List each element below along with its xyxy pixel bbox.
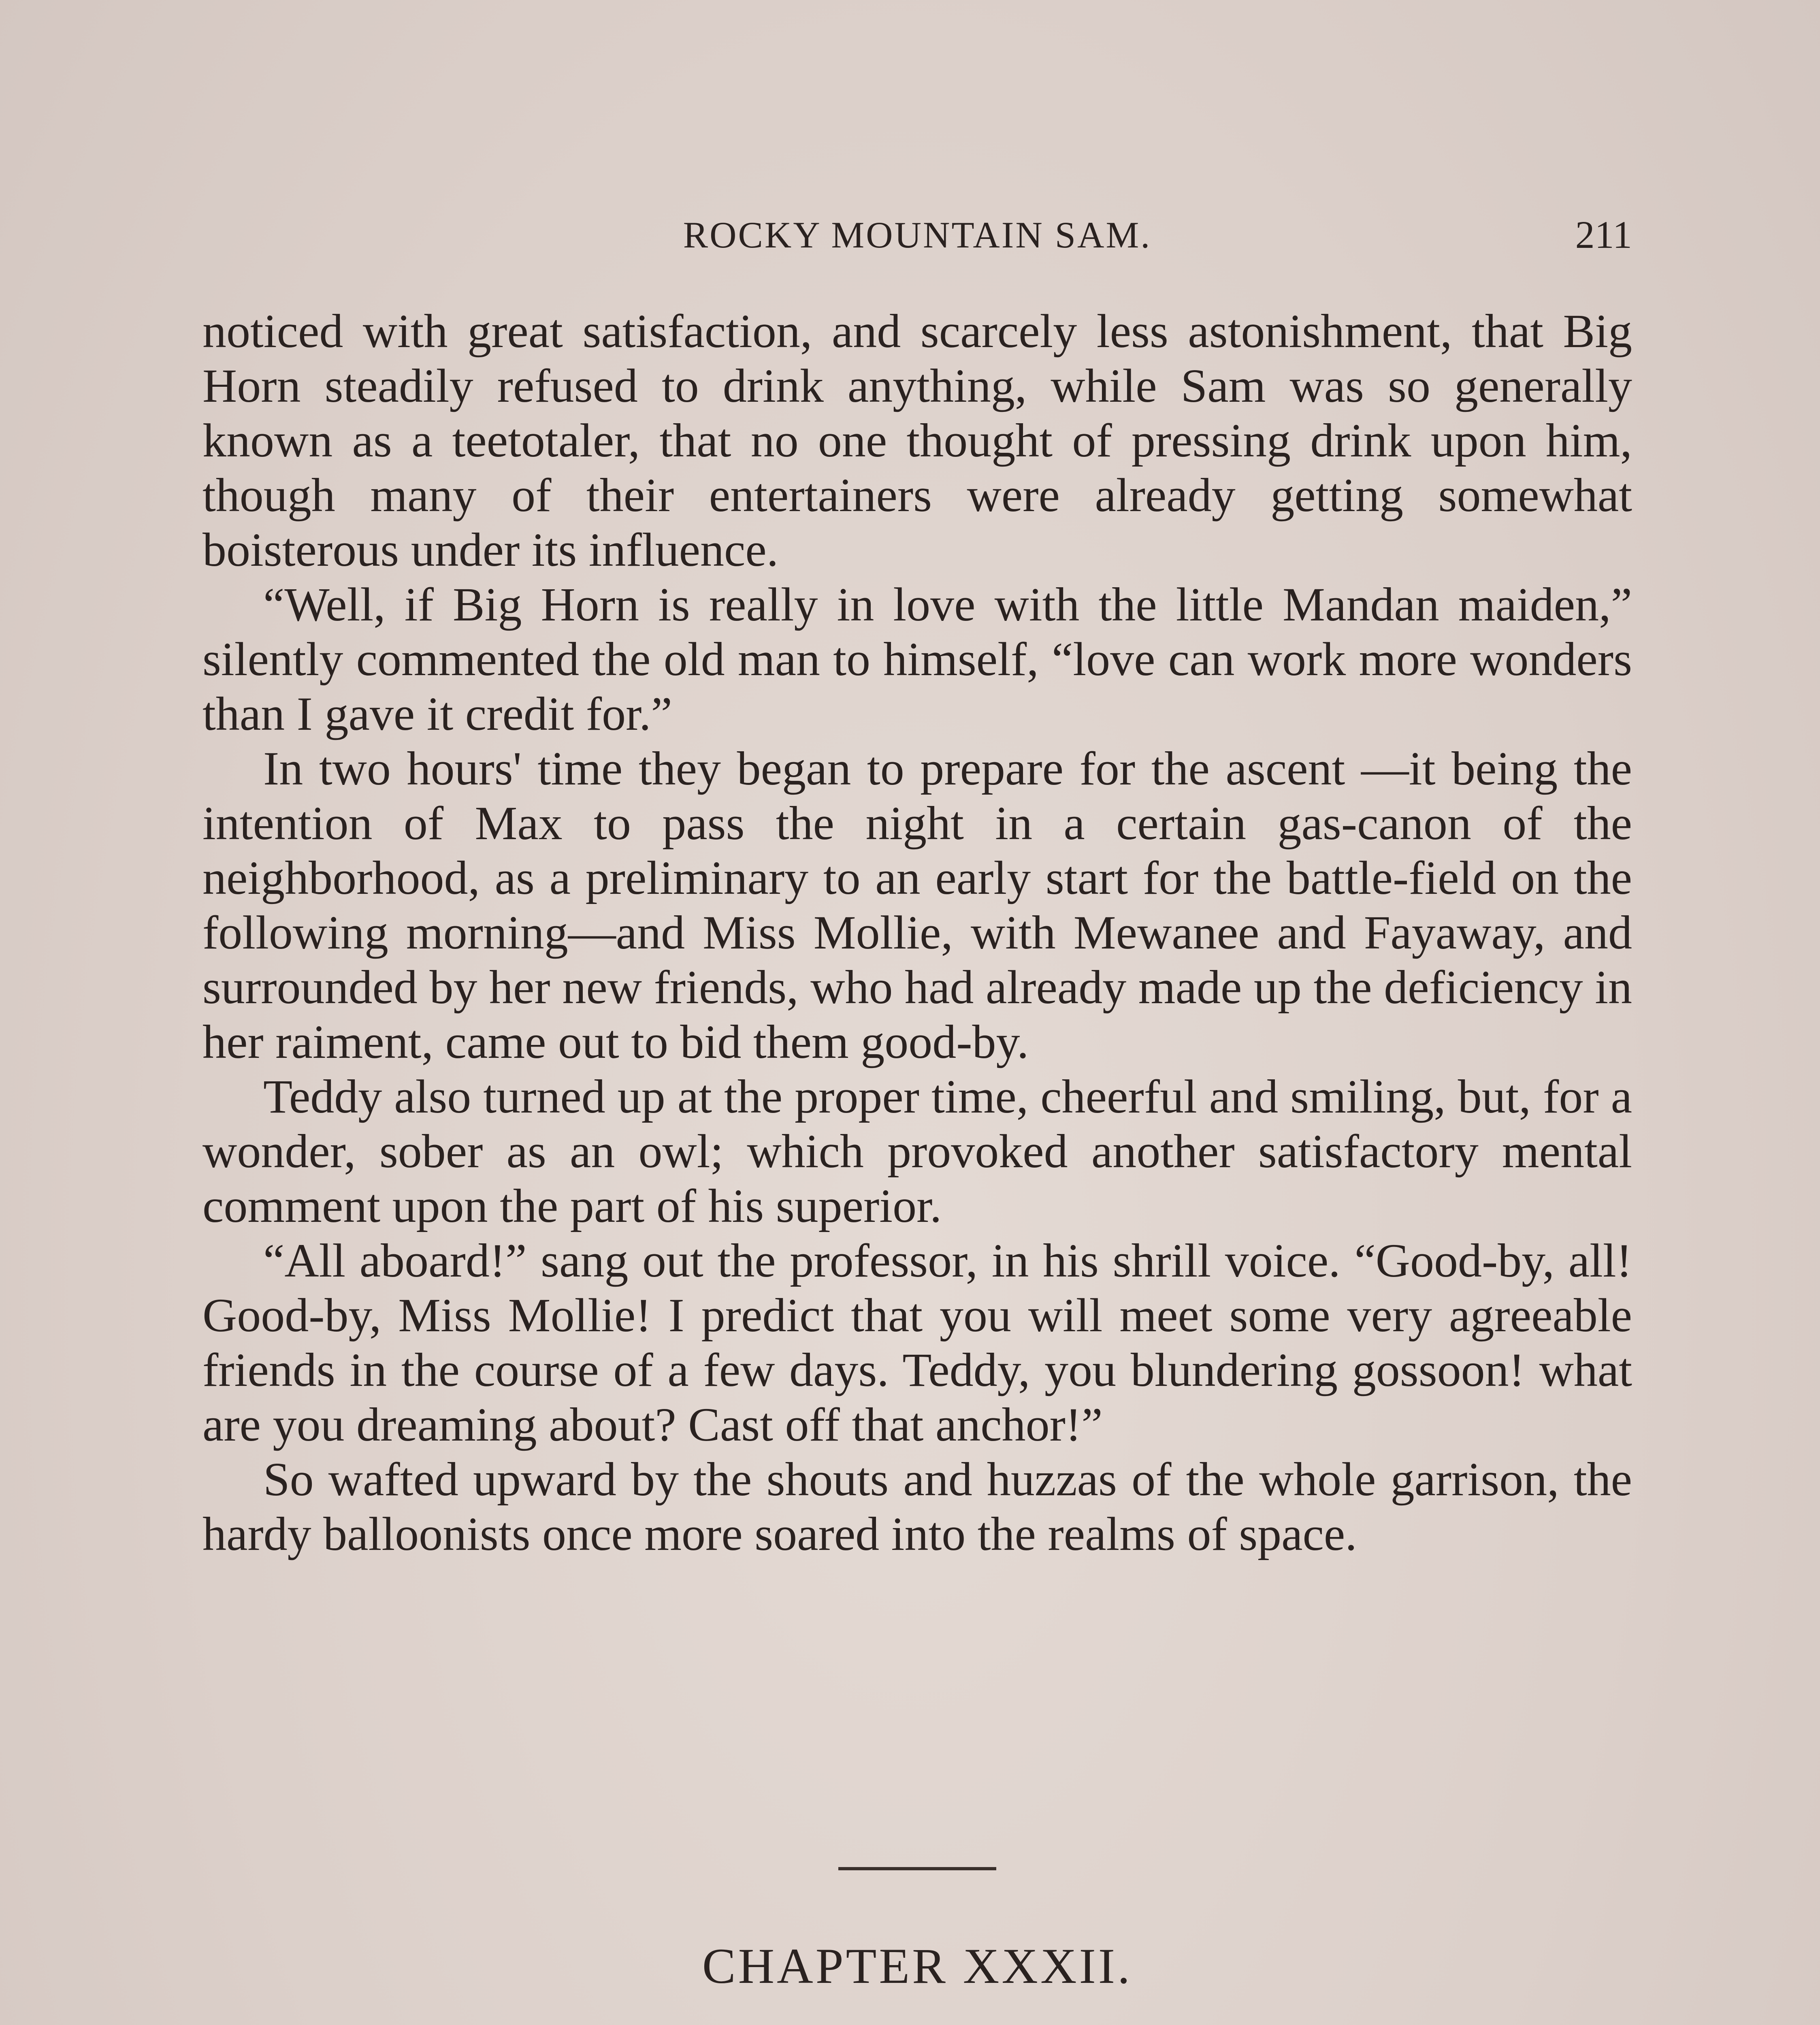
running-title: ROCKY MOUNTAIN SAM. [683,214,1152,256]
paragraph: “Well, if Big Horn is really in love with the little Mandan maiden,” silently commented the old man to himself, “love can work more wonders than I gave it credit for.” [202,578,1632,740]
paragraph: Teddy also turned up at the proper time, cheerful and smiling, but, for a wonder, sober as an owl; which provoked another satisfactory mental comment upon the part of his superior. [202,1070,1632,1232]
chapter-title: CHAPTER XXXII. [702,1938,1133,1994]
paragraph: In two hours' time they began to prepare for the ascent —it being the intention of Max to pass the night in a certain gas-canon of the neighborhood, as a preliminary to an early start for the battle-field on the following morning—and Miss Mollie, with Mewanee and Fayaway, and surrounded by her new friends, who had already made up the deficiency in her raiment, came out to bid them good-by. [202,742,1632,1068]
section-divider-rule [838,1867,996,1870]
paragraph: “All aboard!” sang out the professor, in his shrill voice. “Good-by, all! Good-by, Miss Mollie! I predict that you will meet some very agreeable friends in the course of a few days. Teddy, you blundering gossoon! what are you dreaming about? Cast off that anchor!” [202,1234,1632,1451]
running-head [202,211,1632,259]
paragraph: So wafted upward by the shouts and huzzas of the whole garrison, the hardy balloonists once more soared into the realms of space. [202,1453,1632,1560]
body-text [202,304,1632,1561]
page-number: 211 [1575,213,1632,256]
paragraph-continued: noticed with great satisfaction, and scarcely less astonishment, that Big Horn steadily refused to drink anything, while Sam was so generally known as a teetotaler, that no one thought of pressing drink upon him, though many of their entertainers were already getting somewhat boisterous under its influence. [202,305,1632,576]
